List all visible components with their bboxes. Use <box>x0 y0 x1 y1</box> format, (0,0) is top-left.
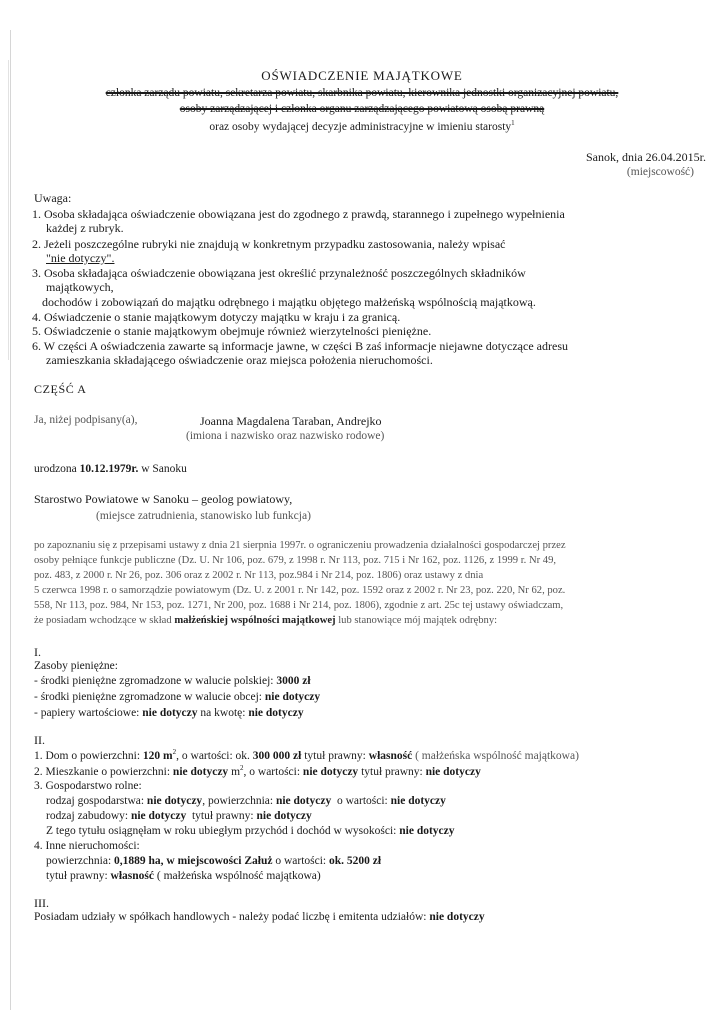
farm-build-row <box>46 810 312 822</box>
flat-unit-exp: 2 <box>240 764 244 772</box>
house-title: własność <box>368 749 413 762</box>
flat-value: nie dotyczy <box>302 765 359 778</box>
farm-kind-row <box>46 795 446 807</box>
cash-pln-label: - środki pieniężne zgromadzone w walucie polskiej: <box>34 675 274 687</box>
header-footnote-mark: 1 <box>511 119 515 127</box>
place-date-caption: (miejscowość) <box>626 166 694 178</box>
header-struck-line-2: osoby zarządzającej i członka organu zarządzającego powiatową osobą prawną <box>179 103 545 115</box>
header-line-3-text: oraz osoby wydającej decyzje administracyjne w imieniu starosty <box>209 120 512 133</box>
farm-build-label: rodzaj zabudowy: <box>46 810 129 822</box>
farm-income-row <box>46 825 455 837</box>
flat-unit: m <box>231 765 241 778</box>
farm-kind-label: rodzaj gospodarstwa: <box>46 795 145 807</box>
legal-line-6a: że posiadam wchodzące w skład <box>34 615 172 626</box>
cash-foreign-label: - środki pieniężne zgromadzone w walucie obcej: <box>34 691 262 703</box>
workplace: Starostwo Powiatowe w Sanoku – geolog powiatowy, <box>34 492 293 506</box>
other-right-note: ( małżeńska wspólność majątkowa) <box>156 870 321 882</box>
birth-date: 10.12.1979r. <box>79 463 139 475</box>
flat-area: nie dotyczy <box>172 765 229 778</box>
farm-income: nie dotyczy <box>399 825 455 837</box>
house-title-label: tytuł prawny: <box>304 749 366 762</box>
other-property-row <box>46 855 381 867</box>
notes-label: Uwaga: <box>34 191 72 205</box>
note-text-cont: każdej z rubryk. <box>46 221 124 235</box>
cash-foreign-value: nie dotyczy <box>264 691 321 703</box>
note-text: W części A oświadczenia zawarte są informacje jawne, w części B zaś informacje niejawne dotyczące adresu <box>43 339 568 353</box>
farm-value-label: o wartości: <box>336 795 388 807</box>
declarant-name: Joanna Magdalena Taraban, Andrejko <box>200 414 382 428</box>
legal-line-3: poz. 483, z 2000 r. Nr 26, poz. 306 oraz z 2002 r. Nr 113, poz.984 i Nr 214, poz. 1806) oraz ustawy z dnia <box>34 570 484 581</box>
house-title-note: ( małżeńska wspólność majątkowa) <box>415 749 579 762</box>
securities-label: - papiery wartościowe: <box>34 707 140 719</box>
birth-prefix: urodzona <box>34 463 77 475</box>
birth-line <box>34 463 187 475</box>
note-text: Osoba składająca oświadczenie obowiązana jest do zgodnego z prawdą, starannego i zupełnego wypełnienia <box>44 207 565 221</box>
note-number: 6. <box>32 339 41 353</box>
securities-value: nie dotyczy <box>142 707 198 719</box>
note-text-cont: majątkowych, <box>46 280 114 294</box>
section-3-heading: III. <box>34 896 49 910</box>
note-text: Oświadczenie o stanie majątkowym obejmuje również wierzytelności pieniężne. <box>44 324 432 338</box>
note-text-cont: dochodów i zobowiązań do majątku odrębnego i majątku objętego małżeńską wspólnością majątkową. <box>42 295 536 309</box>
document-title: OŚWIADCZENIE MAJĄTKOWE <box>261 68 463 83</box>
flat-row <box>34 764 481 778</box>
section-1-heading: I. <box>34 645 41 659</box>
other-right-label: tytuł prawny: <box>46 870 108 882</box>
farm-kind: nie dotyczy <box>146 795 203 807</box>
legal-line-5: 558, Nr 113, poz. 984, Nr 153, poz. 1271, Nr 200, poz. 1688 i Nr 214, poz. 1806), zgodnie z art. 25c tej ustawy oświadczam, <box>34 600 564 611</box>
page-edge-line <box>10 30 11 1010</box>
workplace-caption: (miejsce zatrudnienia, stanowisko lub funkcja) <box>96 510 311 522</box>
other-right: własność <box>110 870 154 882</box>
note-item-1 <box>32 207 565 221</box>
house-value: 300 000 zł <box>252 749 302 762</box>
header-line-3 <box>0 119 724 133</box>
legal-line-6c: lub stanowiące mój majątek odrębny: <box>338 615 498 626</box>
legal-line-1: po zapoznaniu się z przepisami ustawy z dnia 21 sierpnia 1997r. o ograniczeniu prowadzenia działalności gospodarczej przez <box>34 540 566 551</box>
part-a-heading: CZĘŚĆ A <box>34 382 87 396</box>
securities-amount: nie dotyczy <box>248 707 304 719</box>
note-item-4 <box>32 310 400 324</box>
house-row <box>34 748 579 762</box>
legal-line-4: 5 czerwca 1998 r. o samorządzie powiatowym (Dz. U. z 2001 r. Nr 142, poz. 1592 oraz z 2002 r. Nr 23, poz. 220, Nr 62, poz. <box>34 585 566 596</box>
note-item-5 <box>32 324 431 338</box>
legal-line-2: osoby pełniące funkcje publiczne (Dz. U. Nr 106, poz. 679, z 1998 r. Nr 113, poz. 715 i Nr 162, poz. 1126, z 1999 r. Nr 49, <box>34 555 557 566</box>
other-property-title: 4. Inne nieruchomości: <box>34 840 140 852</box>
cash-pln-row <box>34 675 311 687</box>
legal-line-6 <box>34 615 497 626</box>
note-text-cont: "nie dotyczy". <box>46 251 115 265</box>
section-1-title: Zasoby pieniężne: <box>34 660 118 672</box>
house-label: 1. Dom o powierzchni: <box>34 749 141 762</box>
note-text-cont: zamieszkania składającego oświadczenie oraz miejsca położenia nieruchomości. <box>46 353 433 367</box>
note-number: 1. <box>32 207 41 221</box>
securities-mid: na kwotę: <box>200 707 246 719</box>
farm-right-label: tytuł prawny: <box>191 810 254 822</box>
farm-title: 3. Gospodarstwo rolne: <box>34 780 142 792</box>
farm-right: nie dotyczy <box>256 810 312 822</box>
other-value: ok. 5200 zł <box>328 855 382 867</box>
note-item-3 <box>32 266 526 280</box>
flat-title-label: tytuł prawny: <box>361 765 423 778</box>
farm-income-label: Z tego tytułu osiągnęłam w roku ubiegłym przychód i dochód w wysokości: <box>46 825 397 837</box>
note-number: 3. <box>32 266 41 280</box>
securities-row <box>34 707 304 719</box>
note-number: 2. <box>32 237 41 251</box>
other-value-label: o wartości: <box>275 855 327 867</box>
other-area: 0,1889 ha, w miejscowości Załuż <box>114 855 273 867</box>
house-value-label: , o wartości: ok. <box>176 749 250 762</box>
farm-area: nie dotyczy <box>275 795 332 807</box>
header-struck-line-1: członka zarządu powiatu, sekretarza powiatu, skarbnika powiatu, kierownika jednostki organizacyjnej powiatu, <box>105 87 619 99</box>
declarant-name-caption: (imiona i nazwisko oraz nazwisko rodowe) <box>186 430 385 442</box>
note-number: 5. <box>32 324 41 338</box>
farm-area-label: , powierzchnia: <box>202 795 274 807</box>
shares-text: Posiadam udziały w spółkach handlowych - należy podać liczbę i emitenta udziałów: <box>34 911 427 923</box>
cash-pln-value: 3000 zł <box>276 675 311 687</box>
house-area-unit-exp: 2 <box>172 748 177 756</box>
shares-row <box>34 911 485 923</box>
other-right-row <box>46 870 321 882</box>
section-2-heading: II. <box>34 733 45 747</box>
note-item-2 <box>32 237 506 251</box>
place-date: Sanok, dnia 26.04.2015r. <box>586 150 706 164</box>
note-number: 4. <box>32 310 41 324</box>
note-text: Oświadczenie o stanie majątkowym dotyczy majątku w kraju i za granicą. <box>44 310 401 324</box>
note-text: Osoba składająca oświadczenie obowiązana jest określić przynależność poszczególnych składników <box>44 266 526 280</box>
other-area-label: powierzchnia: <box>46 855 112 867</box>
farm-value: nie dotyczy <box>390 795 446 807</box>
birth-place: w Sanoku <box>141 463 187 475</box>
house-area: 120 m <box>142 749 173 762</box>
note-item-6 <box>32 339 568 353</box>
note-text: Jeżeli poszczególne rubryki nie znajdują w konkretnym przypadku zastosowania, należy wpisać <box>44 237 506 251</box>
legal-line-6b: małżeńskiej wspólności majątkowej <box>174 615 336 626</box>
farm-build: nie dotyczy <box>130 810 187 822</box>
declarant-label: Ja, niżej podpisany(a), <box>34 414 138 426</box>
shares-value: nie dotyczy <box>429 911 485 923</box>
flat-value-label: , o wartości: <box>243 765 301 778</box>
flat-label: 2. Mieszkanie o powierzchni: <box>34 765 171 778</box>
flat-title: nie dotyczy <box>425 765 481 778</box>
cash-foreign-row <box>34 691 320 703</box>
